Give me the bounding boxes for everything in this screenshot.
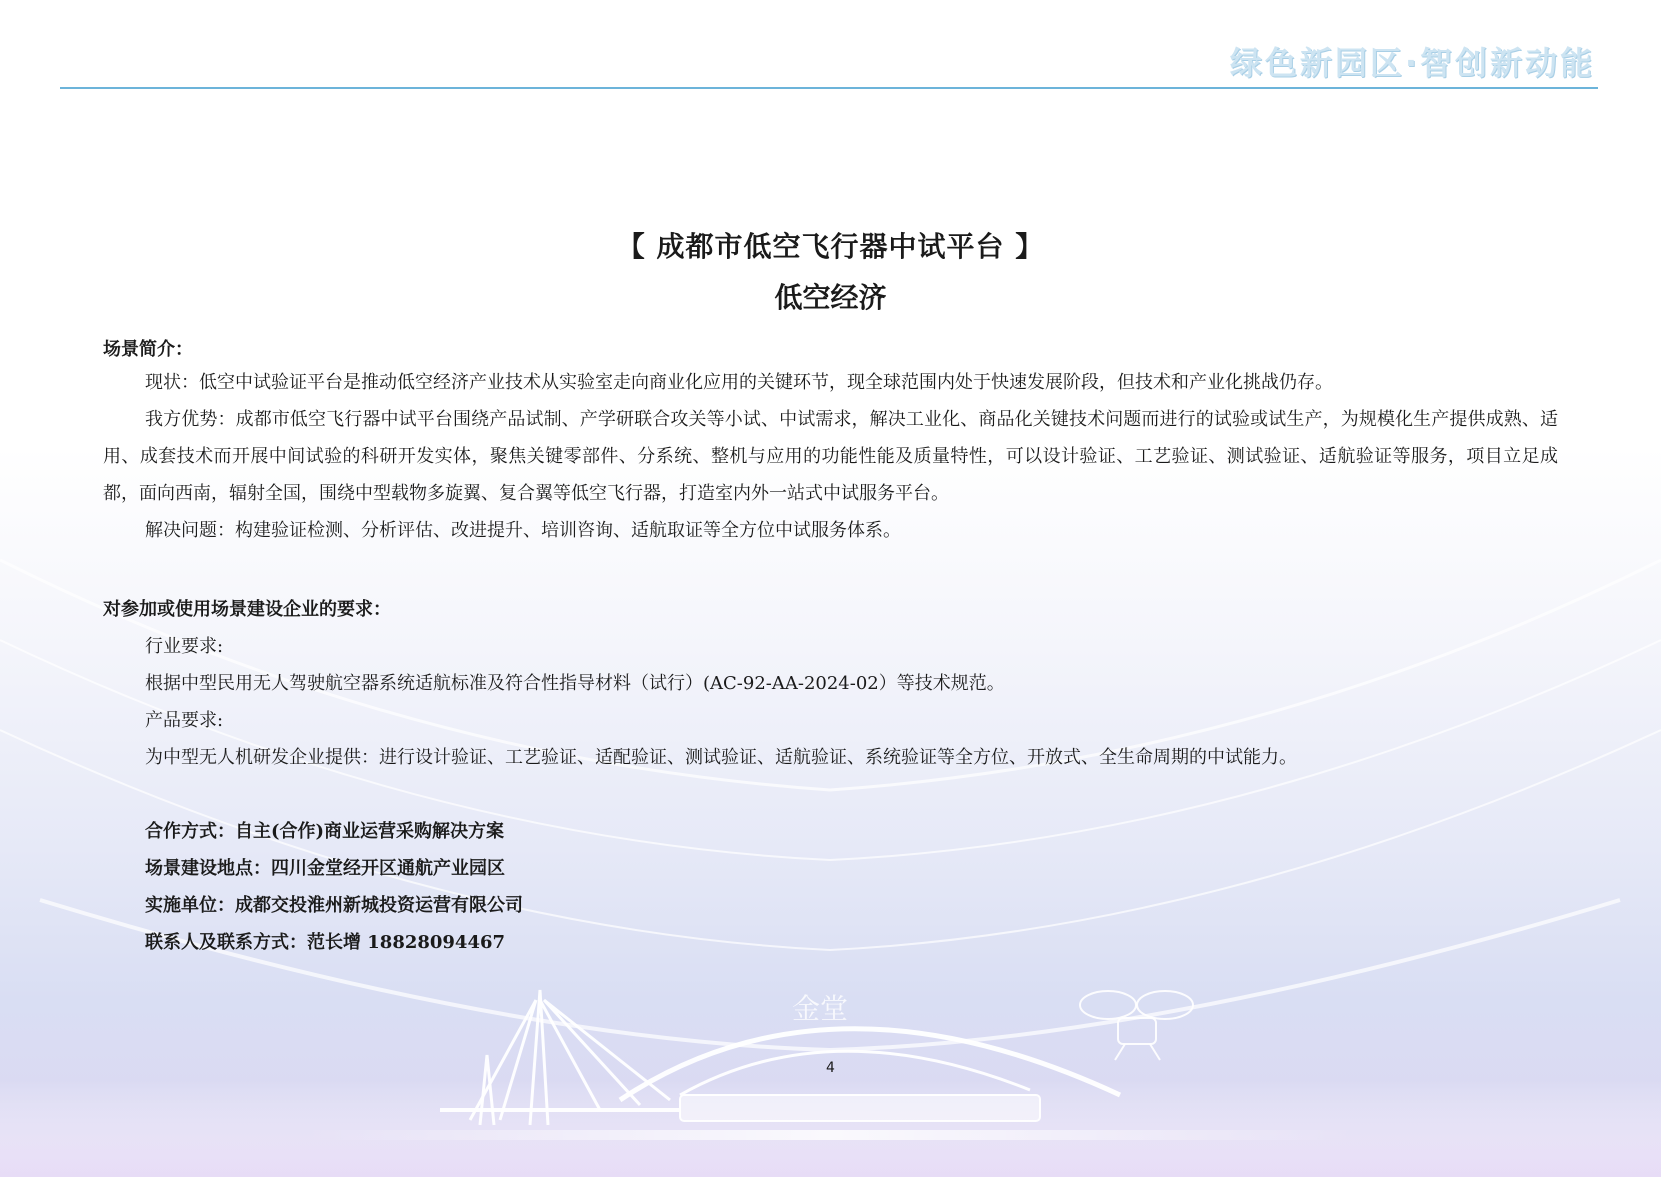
construction-location: 场景建设地点：四川金堂经开区通航产业园区 <box>145 858 505 879</box>
product-requirement-label: 产品要求: <box>145 710 224 731</box>
advantage-paragraph: 我方优势：成都市低空飞行器中试平台围绕产品试制、产学研联合攻关等小试、中试需求，解决工业化、商品化关键技术问题而进行的试验或试生产，为规模化生产提供成熟、适用、成套技术而开展中间试验的科研开发实体，聚焦关键零部件、分系统、整机与应用的功能性能及质量特性，可以设计验证、工艺验证、测试验证、适航验证等服务，项目立足成都，面向西南，辐射全国，围绕中型载物多旋翼、复合翼等低空飞行器，打造室内外一站式中试服务平台。 <box>103 409 1558 504</box>
header-rule <box>60 87 1598 89</box>
watermark-text: 金堂 <box>791 992 849 1025</box>
header-slogan: 绿色新园区·智创新动能 <box>1229 44 1595 82</box>
status-paragraph: 现状：低空中试验证平台是推动低空经济产业技术从实验室走向商业化应用的关键环节，现全球范围内处于快速发展阶段，但技术和产业化挑战仍存。 <box>145 372 1333 393</box>
page-subtitle: 低空经济 <box>774 281 887 314</box>
solution-paragraph: 解决问题：构建验证检测、分析评估、改进提升、培训咨询、适航取证等全方位中试服务体系。 <box>145 520 901 541</box>
contact-info: 联系人及联系方式：范长增 18828094467 <box>145 932 506 953</box>
light-arcs <box>0 560 1661 1050</box>
industry-requirement-label: 行业要求: <box>145 636 224 657</box>
requirements-heading: 对参加或使用场景建设企业的要求： <box>103 599 391 620</box>
cooperation-mode: 合作方式：自主(合作)商业运营采购解决方案 <box>145 821 505 842</box>
page-title: 【 成都市低空飞行器中试平台 】 <box>616 230 1045 263</box>
scene-intro-heading: 场景简介： <box>103 339 193 360</box>
page-number: 4 <box>826 1060 835 1076</box>
implementing-unit: 实施单位：成都交投淮州新城投资运营有限公司 <box>145 895 523 916</box>
industry-requirement-text: 根据中型民用无人驾驶航空器系统适航标准及符合性指导材料（试行）(AC-92-AA-2024-02）等技术规范。 <box>145 673 1005 694</box>
product-requirement-text: 为中型无人机研发企业提供：进行设计验证、工艺验证、适配验证、测试验证、适航验证、系统验证等全方位、开放式、全生命周期的中试能力。 <box>145 747 1297 768</box>
